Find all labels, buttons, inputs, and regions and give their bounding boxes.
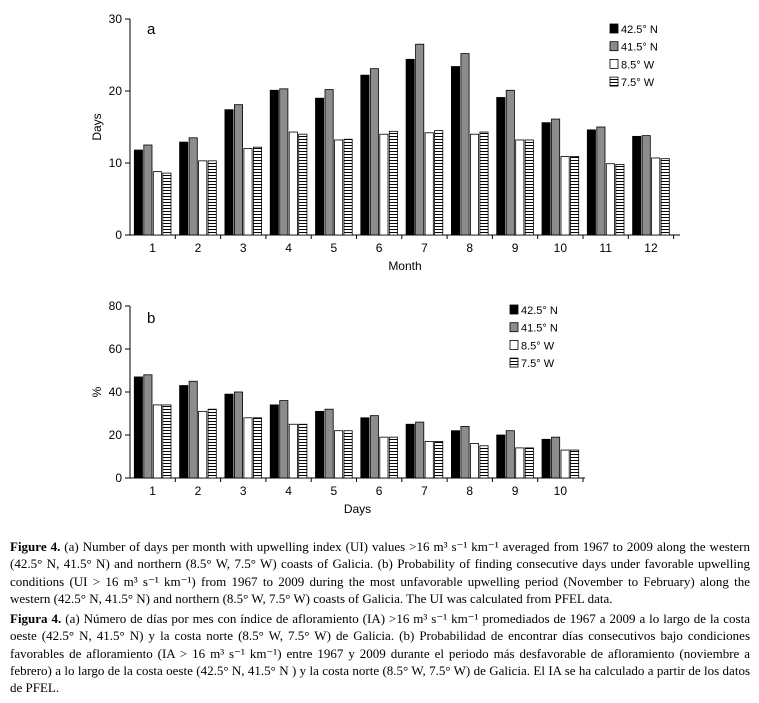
bar [597,127,605,235]
legend-label: 7.5° W [521,358,555,371]
bar [134,150,142,235]
panel-letter: a [147,21,156,38]
x-axis-label: Days [343,502,372,516]
x-tick-label: 4 [285,241,292,255]
caption-english-label: Figure 4. [10,539,61,554]
bar [253,418,261,478]
bar [163,173,171,235]
bar [461,54,469,235]
bar [480,446,488,478]
caption-english [10,538,750,607]
x-tick-label: 12 [644,241,658,255]
bar [406,59,414,235]
bar [425,441,433,478]
caption-english-text: (a) Number of days per month with upwelling index (UI) values >16 m³ s⁻¹ km⁻¹ averaged from 1967 to 2009 along the western (42.5° N, 41.5° N) and northern (8.5° W, 7.5° W) coasts of Galicia. (b) Probability of finding consecutive days under favorable upwelling conditions (UI > 16 m³ s⁻¹ km⁻¹) from 1967 to 2009 during the most unfavorable upwelling period (November to February) along the western (42.5° N, 41.5° N) and northern (8.5° W, 7.5° W) coasts of Galicia. The UI was calculated from PFEL data. [10,539,750,606]
bar [661,159,669,235]
bar [516,448,524,478]
x-tick-label: 2 [194,241,202,255]
x-tick-label: 5 [330,484,338,498]
bar [234,105,242,235]
legend-swatch [510,358,518,367]
chart-b [90,299,585,516]
bar [616,164,624,235]
bar [435,131,443,235]
bar [189,138,197,235]
x-tick-label: 1 [149,484,156,498]
x-axis-label: Month [388,259,422,273]
y-tick-label: 0 [115,228,122,242]
legend-label: 8.5° W [621,59,655,72]
legend-swatch [610,77,618,86]
bar [153,172,161,235]
bar [253,147,261,235]
bar [370,69,378,235]
legend-swatch [510,305,518,314]
y-tick-label: 20 [108,84,122,98]
caption-spanish-label: Figura 4. [10,611,62,627]
bar [587,130,595,235]
x-tick-label: 3 [239,484,247,498]
x-tick-label: 9 [511,241,519,255]
y-tick-label: 20 [108,428,122,442]
chart-a [90,12,680,273]
bar [199,411,207,478]
x-tick-label: 10 [553,241,568,255]
figure-captions [10,538,750,700]
bar [234,392,242,478]
y-tick-label: 0 [115,471,122,485]
x-tick-label: 6 [375,484,383,498]
bar [280,401,288,478]
bar [652,158,660,235]
bar [180,386,188,478]
bar [370,416,378,478]
bar [244,418,252,478]
legend-label: 41.5° N [621,41,658,54]
bar [144,145,152,235]
bar [380,437,388,478]
bar [571,157,579,235]
x-tick-label: 7 [421,241,428,255]
bar [451,431,459,478]
bar [361,418,369,478]
legend-label: 8.5° W [521,340,555,353]
x-tick-label: 4 [285,484,292,498]
bar [244,149,252,235]
bar [270,90,278,235]
x-tick-label: 8 [466,484,474,498]
bar [144,375,152,478]
x-tick-label: 1 [149,241,156,255]
y-tick-label: 10 [108,156,122,170]
bar [134,377,142,478]
bar [380,134,388,235]
bar [225,394,233,478]
legend-swatch [610,42,618,51]
legend-label: 42.5° N [621,24,658,36]
legend-swatch [610,59,618,68]
bar [199,161,207,235]
bar [525,448,533,478]
bar [633,136,641,235]
x-tick-label: 11 [599,241,612,255]
bar [225,110,233,235]
bar [361,75,369,235]
bar [416,44,424,235]
bar [389,437,397,478]
bar [606,164,614,235]
y-tick-label: 40 [108,385,122,399]
y-axis-label: % [90,386,104,398]
legend-label: 42.5° N [521,305,558,317]
bar [506,431,514,478]
bar [542,123,550,235]
bar [461,426,469,478]
caption-spanish-text: (a) Número de días por mes con índice de afloramiento (IA) >16 m³ s⁻¹ km⁻¹ promediados de 1967 a 2009 a lo largo de la costa oeste (42.5° N, 41.5° N) y la costa norte (8.5° W, 7.5° W) de Galicia. (b) Probabilidad de encontrar días consecutivos bajo condiciones favorables de afloramiento (IA > 16 m³ s⁻¹ km⁻¹) entre 1967 y 2009 durante el periodo más desfavorable de afloramiento (noviembre a febrero) a lo largo de la costa oeste (42.5° N, 41.5° N ) y la costa norte (8.5° W, 7.5° W) de Galicia. El IA se ha calculado a partir de los datos de PFEL. [10,611,750,696]
bar [280,89,288,235]
bar [208,409,216,478]
bar [542,439,550,478]
bar [497,435,505,478]
bar [316,98,324,235]
bar [389,131,397,235]
bar [208,161,216,235]
bar [552,437,560,478]
bar [325,90,333,235]
bar [180,142,188,235]
bar [435,441,443,478]
bar [406,424,414,478]
legend-swatch [610,24,618,33]
y-axis-label: Days [90,113,104,141]
bar [163,405,171,478]
x-tick-label: 10 [553,484,568,498]
bar [561,450,569,478]
y-tick-label: 30 [108,12,122,26]
x-tick-label: 9 [511,484,519,498]
legend-swatch [510,340,518,349]
bar [153,405,161,478]
y-tick-label: 60 [108,342,122,356]
bar [289,424,297,478]
bar [506,90,514,235]
x-tick-label: 2 [194,484,202,498]
bar [497,97,505,235]
bar [316,411,324,478]
bar [270,405,278,478]
legend-label: 7.5° W [621,77,655,90]
bar [325,409,333,478]
bar [552,119,560,235]
bar [451,67,459,235]
y-tick-label: 80 [108,299,122,313]
bar [642,136,650,235]
bar [470,134,478,235]
x-tick-label: 8 [466,241,474,255]
legend-label: 41.5° N [521,322,558,335]
bar [335,431,343,478]
x-tick-label: 7 [421,484,428,498]
bar [516,140,524,235]
bar [299,134,307,235]
bar [335,140,343,235]
bar [571,450,579,478]
bar [289,132,297,235]
x-tick-label: 3 [239,241,247,255]
bar [189,381,197,478]
x-tick-label: 6 [375,241,383,255]
legend-swatch [510,323,518,332]
bar [525,140,533,235]
bar [425,133,433,235]
caption-spanish [10,610,750,696]
bar [561,157,569,235]
bar [344,139,352,235]
x-tick-label: 5 [330,241,338,255]
bar [416,422,424,478]
bar [470,444,478,478]
bar [344,431,352,478]
panel-letter: b [147,310,156,327]
bar [480,132,488,235]
bar [299,424,307,478]
